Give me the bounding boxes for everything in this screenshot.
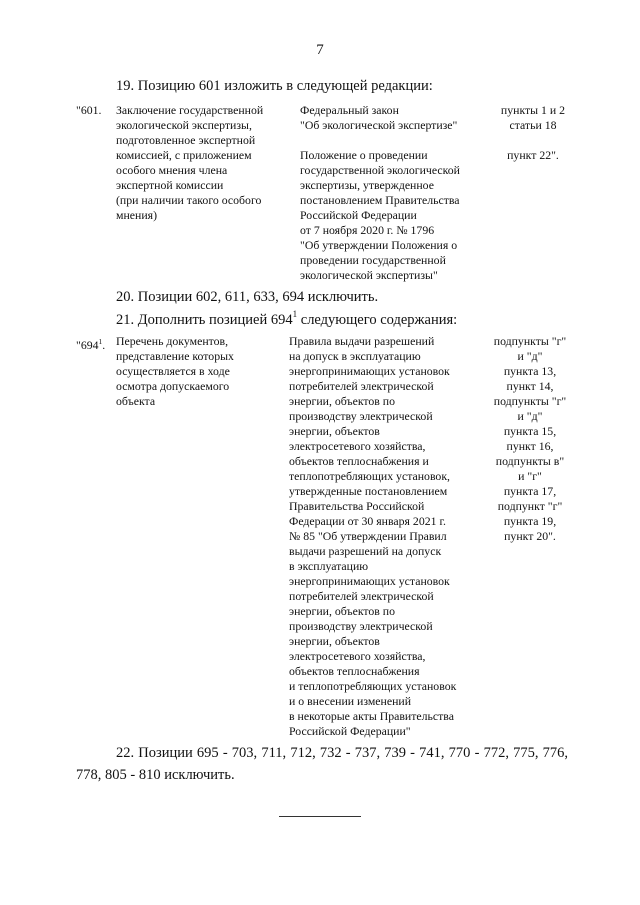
cell-line: экспертизы, утвержденное [300,178,434,192]
cell-line: Российской Федерации [300,208,417,222]
cell-line: особого мнения члена [116,163,228,177]
cell-line: производству электрической [289,409,433,423]
cell-line: пункта 19, [503,514,557,528]
item-19-heading: 19. Позицию 601 изложить в следующей редакции: [116,78,433,94]
cell-line: Федерации от 30 января 2021 г. [289,514,446,528]
item-19-points-regulation-cell [488,148,578,163]
cell-line: энергии, объектов [289,424,380,438]
cell-line: Правительства Российской [289,499,425,513]
cell-line: пункта 13, [503,364,557,378]
cell-line: потребителей электрической [289,379,434,393]
cell-line: теплопотребляющих установок, [289,469,451,483]
cell-line: и "д" [517,349,543,363]
item-21-heading: 21. Дополнить позицией $694^1$ следующего содержания: [116,309,458,328]
cell-line: на допуск в эксплуатацию [289,349,421,363]
cell-line: экологической экспертизы" [300,268,438,282]
cell-line: объектов теплоснабжения [289,664,420,678]
cell-line: энергии, объектов [289,634,380,648]
cell-line: пункт 16, [506,439,554,453]
cell-line: и теплопотребляющих установок [289,679,457,693]
cell-line: Российской Федерации" [289,724,411,738]
cell-line: статьи 18 [509,118,557,132]
cell-line: подготовленное экспертной [116,133,256,147]
cell-line: Правила выдачи разрешений [289,334,435,348]
cell-line: постановлением Правительства [300,193,460,207]
cell-line: осуществляется в ходе [116,364,230,378]
item-19-basis-law-cell [300,103,490,133]
cell-line: представление которых [116,349,234,363]
cell-line: энергии, объектов по [289,394,396,408]
cell-line: в некоторые акты Правительства [289,709,454,723]
cell-line: Перечень документов, [116,334,229,348]
cell-line: электросетевого хозяйства, [289,649,426,663]
item-21-points-cell [482,334,578,544]
cell-line: проведении государственной [300,253,446,267]
item-22-paragraph: 22. Позиции 695 - 703, 711, 712, 732 - 737, 739 - 741, 770 - 772, 775, 776, 778, 805 - 810 исключить. [76,745,568,783]
cell-line: выдачи разрешений на допуск [289,544,442,558]
cell-line: подпункт "г" [497,499,563,513]
cell-line: "Об экологической экспертизе" [300,118,458,132]
cell-line: пункта 15, [503,424,557,438]
end-separator-line [279,816,361,817]
item-20-paragraph: 20. Позиции 602, 611, 633, 694 исключить. [116,289,379,305]
cell-line: (при наличии такого особого [116,193,262,207]
item-19-basis-regulation-cell [300,148,490,283]
cell-line: пункт 14, [506,379,554,393]
cell-line: экспертной комиссии [116,178,224,192]
cell-line: подпункты "г" [493,334,567,348]
cell-line: энергии, объектов по [289,604,396,618]
cell-line: "Об утверждении Положения о [300,238,458,252]
cell-line: № 85 "Об утверждении Правил [289,529,447,543]
cell-line: в эксплуатацию [289,559,369,573]
cell-line: подпункты "г" [493,394,567,408]
cell-line: объектов теплоснабжения и [289,454,429,468]
cell-line: подпункты в" [495,454,565,468]
cell-line: экологической экспертизы, [116,118,252,132]
cell-line: объекта [116,394,156,408]
cell-line: энергопринимающих установок [289,574,450,588]
cell-line: пункты 1 и 2 [500,103,566,117]
page-number: 7 [316,42,324,58]
item-19-points-law-cell [488,103,578,133]
cell-line: от 7 ноября 2020 г. № 1796 [300,223,435,237]
cell-line: пункта 17, [503,484,557,498]
cell-line: комиссией, с приложением [116,148,252,162]
cell-line: и "г" [518,469,542,483]
cell-line: пункт 22". [507,148,559,162]
cell-line: энергопринимающих установок [289,364,450,378]
cell-line: и о внесении изменений [289,694,412,708]
item-19-position-number: "601. [76,103,102,117]
cell-line: и "д" [517,409,543,423]
cell-line: Заключение государственной [116,103,264,117]
cell-line: потребителей электрической [289,589,434,603]
item-21-document-cell [116,334,276,409]
cell-line: Федеральный закон [300,103,399,117]
cell-line: осмотра допускаемого [116,379,230,393]
cell-line: государственной экологической [300,163,460,177]
item-21-basis-cell [289,334,481,739]
cell-line: мнения) [116,208,157,222]
cell-line: утвержденные постановлением [289,484,448,498]
cell-line: пункт 20". [504,529,556,543]
item-19-document-cell [116,103,296,223]
cell-line: производству электрической [289,619,433,633]
item-21-position-number: "$694^1$. [76,337,106,352]
cell-line: Положение о проведении [300,148,428,162]
cell-line: электросетевого хозяйства, [289,439,426,453]
